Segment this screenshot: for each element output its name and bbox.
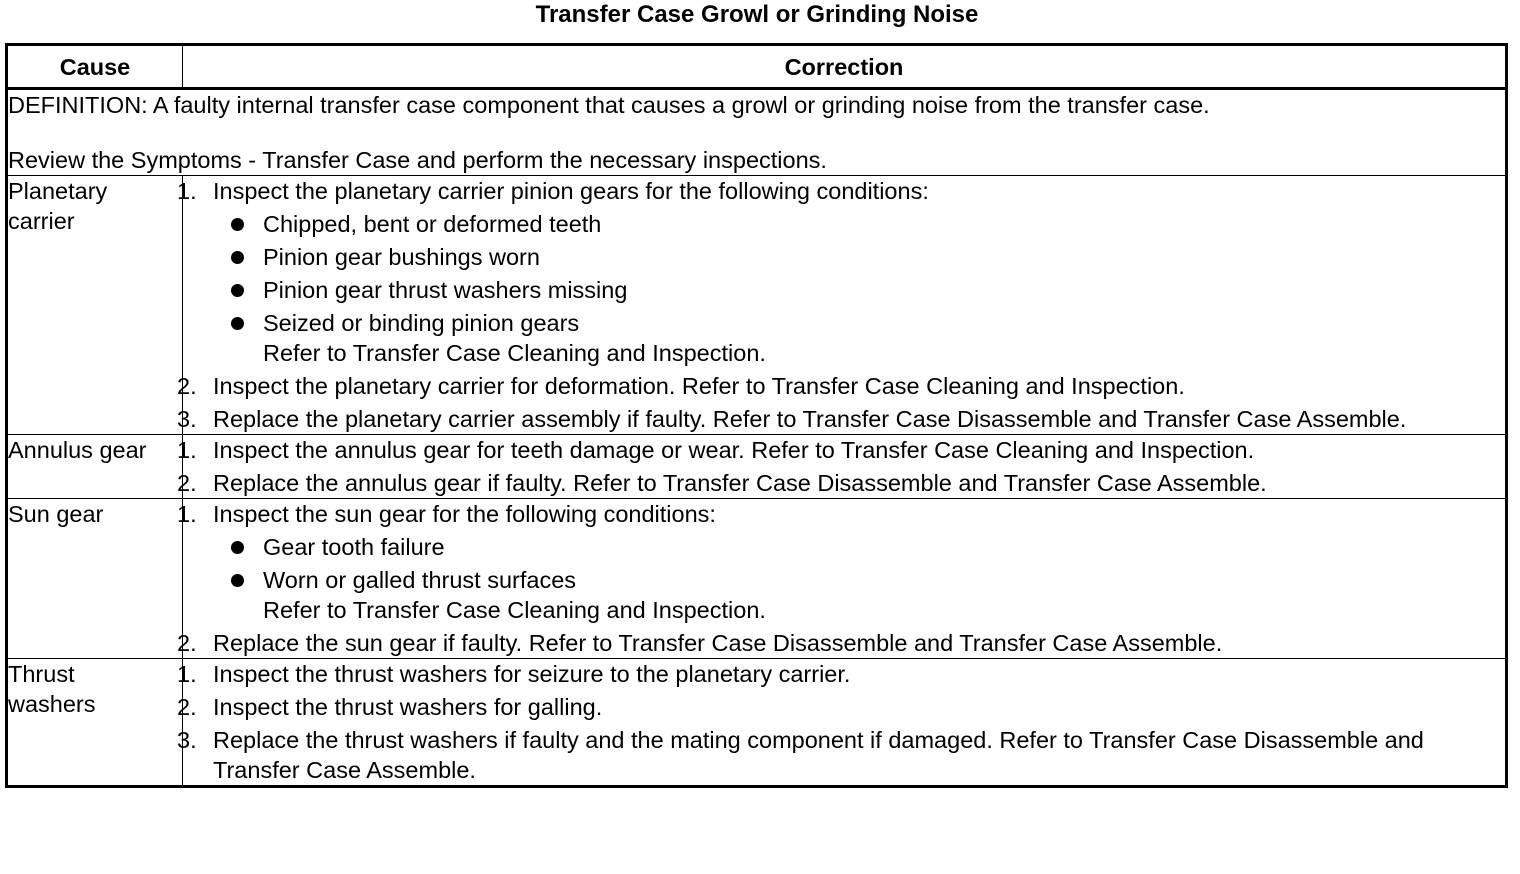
condition-text: Gear tooth failure (263, 534, 445, 560)
cause-cell (7, 435, 183, 499)
condition-text: Chipped, bent or deformed teeth (263, 211, 602, 237)
step-item (177, 499, 1505, 625)
table-row (7, 176, 1507, 435)
bullet-icon (231, 541, 244, 554)
step-item (177, 435, 1505, 465)
step-text: Inspect the planetary carrier for deformation. Refer to Transfer Case Cleaning and Inspection. (213, 373, 1185, 399)
cause-cell (7, 659, 183, 787)
step-number: 1. (177, 501, 197, 527)
header-row (7, 45, 1507, 89)
table-row (7, 499, 1507, 659)
step-item (177, 468, 1505, 498)
correction-cell (177, 176, 1507, 435)
step-number: 2. (177, 630, 197, 656)
cause-cell (7, 499, 183, 659)
definition-text: DEFINITION: A faulty internal transfer case component that causes a growl or grinding noise from the transfer case. (8, 92, 1210, 118)
step-item (177, 725, 1505, 785)
step-number: 1. (177, 437, 197, 463)
condition-item (213, 209, 1505, 239)
review-text: Review the Symptoms - Transfer Case and perform the necessary inspections. (8, 147, 827, 173)
condition-item (213, 532, 1505, 562)
bullet-icon (231, 317, 244, 330)
condition-item (213, 308, 1505, 338)
step-number: 1. (177, 661, 197, 687)
page-title: Transfer Case Growl or Grinding Noise (535, 1, 979, 28)
cause-text: Sun gear (8, 501, 104, 527)
step-number: 2. (177, 470, 197, 496)
cause-text: Planetary carrier (8, 178, 108, 234)
condition-text: Worn or galled thrust surfaces (263, 567, 577, 593)
step-text: Replace the sun gear if faulty. Refer to Transfer Case Disassemble and Transfer Case Assemble. (213, 630, 1223, 656)
step-item (177, 628, 1505, 658)
step-list (177, 176, 1505, 434)
step-number: 3. (177, 406, 197, 432)
step-list (177, 435, 1505, 498)
definition-row (7, 89, 1507, 176)
step-list (177, 659, 1505, 785)
bullet-icon (231, 218, 244, 231)
step-item (177, 404, 1505, 434)
step-text: Inspect the thrust washers for seizure to the planetary carrier. (213, 661, 851, 687)
condition-text: Pinion gear thrust washers missing (263, 277, 628, 303)
condition-text: Pinion gear bushings worn (263, 244, 540, 270)
step-text: Inspect the planetary carrier pinion gears for the following conditions: (213, 178, 929, 204)
step-item (177, 659, 1505, 689)
step-item (177, 692, 1505, 722)
condition-item (213, 275, 1505, 305)
step-number: 2. (177, 373, 197, 399)
step-text: Inspect the sun gear for the following conditions: (213, 501, 716, 527)
condition-item (213, 242, 1505, 272)
table-row (7, 435, 1507, 499)
step-text: Inspect the annulus gear for teeth damage or wear. Refer to Transfer Case Cleaning and Inspection. (213, 437, 1255, 463)
cause-text: Annulus gear (8, 437, 147, 463)
bullet-icon (231, 574, 244, 587)
correction-column-header: Correction (183, 45, 1507, 89)
bullet-icon (231, 284, 244, 297)
condition-list (213, 209, 1505, 338)
correction-cell (177, 435, 1507, 499)
condition-list (213, 532, 1505, 595)
step-number: 3. (177, 727, 197, 753)
step-text: Replace the planetary carrier assembly if faulty. Refer to Transfer Case Disassemble and Transfer Case Assemble. (213, 406, 1407, 432)
step-text: Replace the thrust washers if faulty and the mating component if damaged. Refer to Transfer Case Disassemble and Transfer Case Assemble. (213, 727, 1424, 783)
step-item (177, 176, 1505, 368)
cause-cell (7, 176, 183, 435)
table-row (7, 659, 1507, 787)
definition-cell (7, 89, 1507, 176)
step-text: Inspect the thrust washers for galling. (213, 694, 603, 720)
bullet-icon (231, 251, 244, 264)
correction-cell (177, 499, 1507, 659)
correction-cell (177, 659, 1507, 787)
diagnostic-table (5, 43, 1508, 788)
step-item (177, 371, 1505, 401)
cause-column-header: Cause (7, 45, 183, 89)
step-number: 1. (177, 178, 197, 204)
cause-text: Thrust washers (8, 661, 96, 717)
step-text: Replace the annulus gear if faulty. Refer to Transfer Case Disassemble and Transfer Case Assemble. (213, 470, 1267, 496)
reference-text: Refer to Transfer Case Cleaning and Inspection. (263, 340, 766, 366)
step-list (177, 499, 1505, 658)
reference-text: Refer to Transfer Case Cleaning and Inspection. (263, 597, 766, 623)
condition-text: Seized or binding pinion gears (263, 310, 580, 336)
condition-item (213, 565, 1505, 595)
step-number: 2. (177, 694, 197, 720)
